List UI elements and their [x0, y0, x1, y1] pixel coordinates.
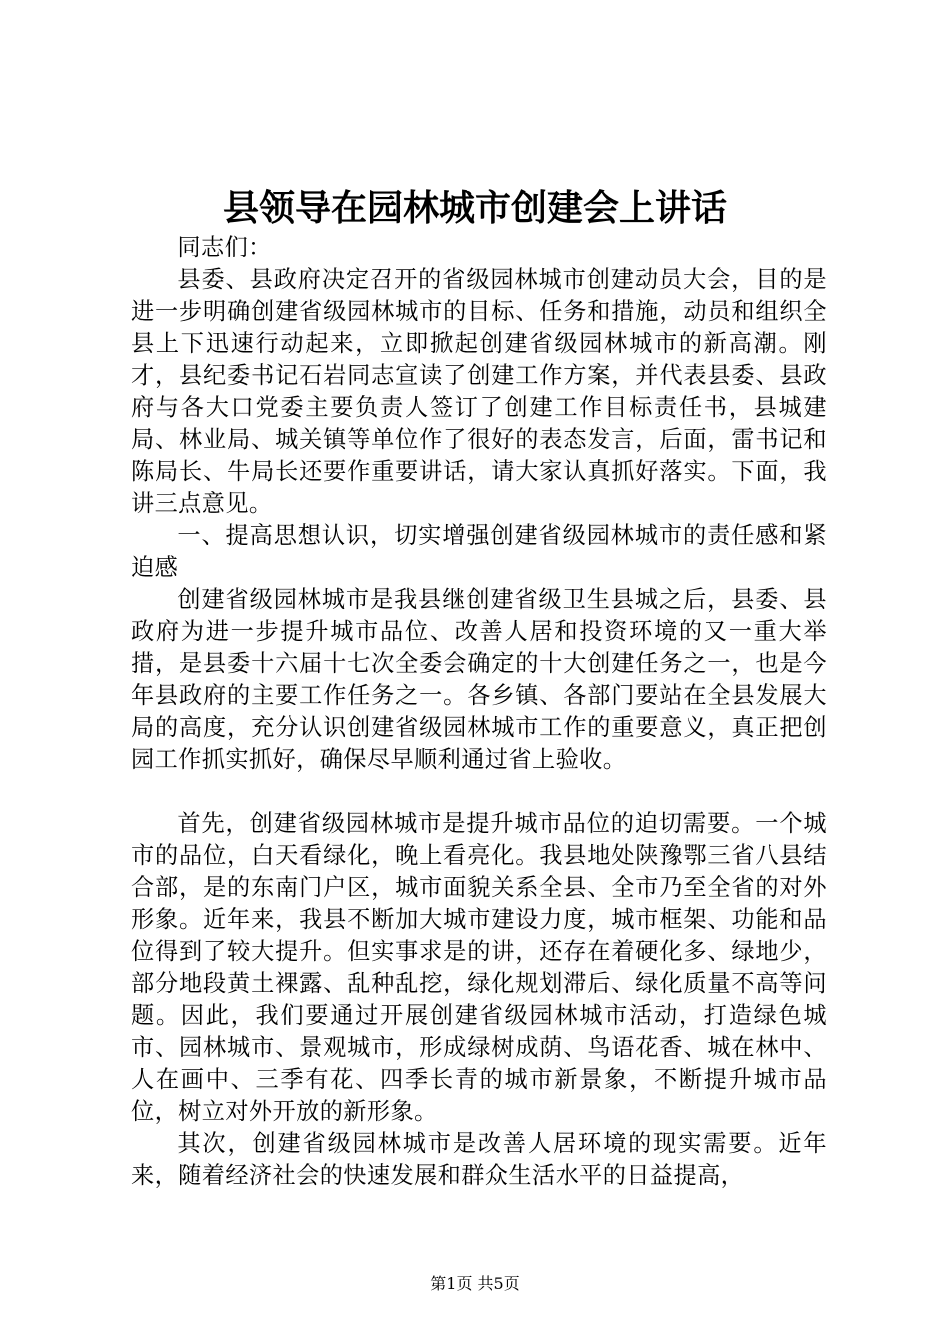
document-title: 县领导在园林城市创建会上讲话 [222, 187, 727, 229]
salutation-paragraph: 同志们： [177, 234, 272, 261]
intro-paragraph: 县委、县政府决定召开的省级园林城市创建动员大会，目的是进一步明确创建省级园林城市的目标、任务和措施，动员和组织全县上下迅速行动起来，立即掀起创建省级园林城市的新高潮。刚才，县纪委书记石岩同志宣读了创建工作方案，并代表县委、县政府与各大口党委主要负责人签订了创建工作目标责任书，县城建局、林业局、城关镇等单位作了很好的表态发言，后面，雷书记和陈局长、牛局长还要作重要讲话，请大家认真抓好落实。下面，我讲三点意见。 [131, 266, 827, 517]
body-paragraph: 创建省级园林城市是我县继创建省级卫生县城之后，县委、县政府为进一步提升城市品位、改善人居和投资环境的又一重大举措，是县委十六届十七次全委会确定的十大创建任务之一，也是今年县政府的主要工作任务之一。各乡镇、各部门要站在全县发展大局的高度，充分认识创建省级园林城市工作的重要意义，真正把创园工作抓实抓好，确保尽早顺利通过省上验收。 [131, 586, 827, 773]
document-body [131, 232, 827, 1192]
page-number-footer: 第1页 共5页 [430, 1274, 520, 1293]
section-heading: 一、提高思想认识，切实增强创建省级园林城市的责任感和紧迫感 [131, 522, 827, 581]
body-paragraph: 首先，创建省级园林城市是提升城市品位的迫切需要。一个城市的品位，白天看绿化，晚上看亮化。我县地处陕豫鄂三省八县结合部，是的东南门户区，城市面貌关系全县、全市乃至全省的对外形象。近年来，我县不断加大城市建设力度，城市框架、功能和品位得到了较大提升。但实事求是的讲，还存在着硬化多、绿地少，部分地段黄土裸露、乱种乱挖，绿化规划滞后、绿化质量不高等问题。因此，我们要通过开展创建省级园林城市活动，打造绿色城市、园林城市、景观城市，形成绿树成荫、鸟语花香、城在林中、人在画中、三季有花、四季长青的城市新景象，不断提升城市品位，树立对外开放的新形象。 [131, 810, 827, 1125]
body-paragraph: 其次，创建省级园林城市是改善人居环境的现实需要。近年来，随着经济社会的快速发展和群众生活水平的日益提高， [131, 1130, 827, 1189]
